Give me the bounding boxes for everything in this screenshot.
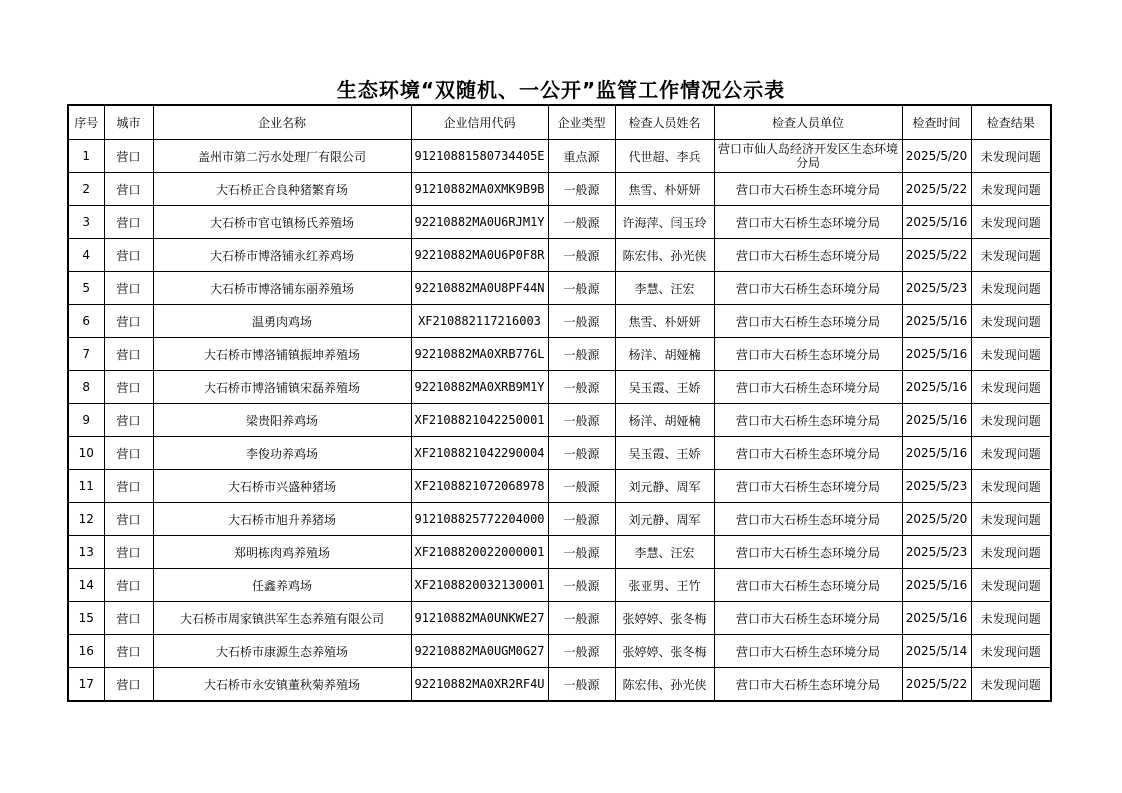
table-row [68, 569, 1051, 602]
cell-inspectors: 焦雪、朴妍妍 [615, 305, 714, 338]
cell-inspection-result: 未发现问题 [971, 602, 1051, 635]
page-title: 生态环境“双随机、一公开”监管工作情况公示表 [336, 78, 786, 102]
cell-inspection-result: 未发现问题 [971, 239, 1051, 272]
cell-city: 营口 [104, 437, 153, 470]
cell-inspection-date: 2025/5/22 [902, 173, 971, 206]
cell-no: 6 [68, 305, 104, 338]
cell-no: 13 [68, 536, 104, 569]
cell-credit-code: XF2108821072068978 [411, 470, 548, 503]
cell-inspectors: 张婷婷、张冬梅 [615, 635, 714, 668]
table-row [68, 404, 1051, 437]
cell-city: 营口 [104, 536, 153, 569]
cell-inspectors: 杨洋、胡娅楠 [615, 404, 714, 437]
table-body [68, 140, 1051, 702]
header-inspection-date: 检查时间 [902, 105, 971, 140]
cell-inspection-date: 2025/5/23 [902, 536, 971, 569]
cell-company-type: 一般源 [548, 668, 615, 702]
cell-company-type: 一般源 [548, 635, 615, 668]
cell-credit-code: 92210882MA0XRB776L [411, 338, 548, 371]
cell-credit-code: 92210882MA0XR2RF4U [411, 668, 548, 702]
table-row [68, 206, 1051, 239]
cell-credit-code: 92210882MA0U6RJM1Y [411, 206, 548, 239]
cell-company-type: 一般源 [548, 536, 615, 569]
cell-city: 营口 [104, 635, 153, 668]
cell-no: 9 [68, 404, 104, 437]
table-row [68, 140, 1051, 173]
cell-city: 营口 [104, 338, 153, 371]
cell-inspection-date: 2025/5/16 [902, 305, 971, 338]
table-row [68, 371, 1051, 404]
cell-company-name: 任鑫养鸡场 [153, 569, 411, 602]
table-row [68, 239, 1051, 272]
cell-company-name: 大石桥市博洛铺镇振坤养殖场 [153, 338, 411, 371]
cell-company-type: 一般源 [548, 404, 615, 437]
cell-no: 11 [68, 470, 104, 503]
header-inspector-unit: 检查人员单位 [714, 105, 902, 140]
cell-company-name: 盖州市第二污水处理厂有限公司 [153, 140, 411, 173]
cell-inspectors: 张婷婷、张冬梅 [615, 602, 714, 635]
header-inspection-result: 检查结果 [971, 105, 1051, 140]
table-row [68, 272, 1051, 305]
cell-inspection-result: 未发现问题 [971, 272, 1051, 305]
cell-inspectors: 陈宏伟、孙光侠 [615, 668, 714, 702]
cell-company-type: 重点源 [548, 140, 615, 173]
cell-city: 营口 [104, 140, 153, 173]
table-row [68, 536, 1051, 569]
cell-inspection-result: 未发现问题 [971, 470, 1051, 503]
cell-inspection-result: 未发现问题 [971, 173, 1051, 206]
cell-credit-code: 912108825772204000 [411, 503, 548, 536]
cell-inspection-result: 未发现问题 [971, 338, 1051, 371]
cell-inspectors: 刘元静、周军 [615, 503, 714, 536]
cell-company-type: 一般源 [548, 239, 615, 272]
cell-inspector-unit: 营口市大石桥生态环境分局 [714, 602, 902, 635]
cell-inspection-result: 未发现问题 [971, 536, 1051, 569]
cell-inspection-date: 2025/5/16 [902, 338, 971, 371]
cell-no: 2 [68, 173, 104, 206]
cell-inspectors: 张亚男、王竹 [615, 569, 714, 602]
cell-company-name: 李俊功养鸡场 [153, 437, 411, 470]
cell-no: 10 [68, 437, 104, 470]
cell-inspector-unit: 营口市大石桥生态环境分局 [714, 239, 902, 272]
cell-no: 17 [68, 668, 104, 702]
cell-company-name: 梁贵阳养鸡场 [153, 404, 411, 437]
cell-credit-code: 92210882MA0UGM0G27 [411, 635, 548, 668]
table-row [68, 437, 1051, 470]
cell-inspector-unit: 营口市大石桥生态环境分局 [714, 305, 902, 338]
cell-company-name: 郑明栋肉鸡养殖场 [153, 536, 411, 569]
cell-inspector-unit: 营口市大石桥生态环境分局 [714, 371, 902, 404]
cell-company-type: 一般源 [548, 470, 615, 503]
cell-city: 营口 [104, 272, 153, 305]
cell-credit-code: 92210882MA0XRB9M1Y [411, 371, 548, 404]
cell-inspection-date: 2025/5/16 [902, 206, 971, 239]
cell-city: 营口 [104, 173, 153, 206]
inspection-table [67, 104, 1052, 702]
cell-credit-code: XF2108821042290004 [411, 437, 548, 470]
cell-inspection-date: 2025/5/14 [902, 635, 971, 668]
cell-inspection-result: 未发现问题 [971, 503, 1051, 536]
cell-company-name: 大石桥市周家镇洪军生态养殖有限公司 [153, 602, 411, 635]
cell-inspectors: 李慧、汪宏 [615, 536, 714, 569]
cell-inspectors: 陈宏伟、孙光侠 [615, 239, 714, 272]
cell-company-name: 大石桥市永安镇董秋菊养殖场 [153, 668, 411, 702]
cell-city: 营口 [104, 206, 153, 239]
cell-inspectors: 吴玉霞、王娇 [615, 371, 714, 404]
cell-inspectors: 代世超、李兵 [615, 140, 714, 173]
cell-inspection-result: 未发现问题 [971, 305, 1051, 338]
cell-inspectors: 李慧、汪宏 [615, 272, 714, 305]
cell-company-name: 大石桥市官屯镇杨氏养殖场 [153, 206, 411, 239]
cell-inspector-unit: 营口市大石桥生态环境分局 [714, 635, 902, 668]
cell-no: 8 [68, 371, 104, 404]
cell-inspectors: 吴玉霞、王娇 [615, 437, 714, 470]
cell-city: 营口 [104, 305, 153, 338]
cell-company-name: 大石桥市博洛铺永红养鸡场 [153, 239, 411, 272]
table-row [68, 503, 1051, 536]
cell-city: 营口 [104, 239, 153, 272]
cell-inspector-unit: 营口市仙人岛经济开发区生态环境分局 [714, 140, 902, 173]
cell-inspection-result: 未发现问题 [971, 140, 1051, 173]
cell-inspection-date: 2025/5/16 [902, 404, 971, 437]
cell-inspectors: 刘元静、周军 [615, 470, 714, 503]
cell-credit-code: XF2108821042250001 [411, 404, 548, 437]
cell-company-name: 大石桥市博洛铺东丽养殖场 [153, 272, 411, 305]
cell-no: 3 [68, 206, 104, 239]
cell-city: 营口 [104, 470, 153, 503]
table-row [68, 470, 1051, 503]
cell-inspection-date: 2025/5/20 [902, 503, 971, 536]
cell-credit-code: 92210882MA0U6P0F8R [411, 239, 548, 272]
cell-company-type: 一般源 [548, 173, 615, 206]
cell-inspectors: 许海萍、闫玉玲 [615, 206, 714, 239]
cell-no: 14 [68, 569, 104, 602]
cell-company-type: 一般源 [548, 569, 615, 602]
cell-inspector-unit: 营口市大石桥生态环境分局 [714, 536, 902, 569]
cell-inspection-result: 未发现问题 [971, 569, 1051, 602]
cell-inspection-result: 未发现问题 [971, 404, 1051, 437]
cell-inspection-result: 未发现问题 [971, 206, 1051, 239]
cell-company-type: 一般源 [548, 338, 615, 371]
cell-company-type: 一般源 [548, 602, 615, 635]
cell-inspection-result: 未发现问题 [971, 668, 1051, 702]
header-credit-code: 企业信用代码 [411, 105, 548, 140]
cell-inspection-date: 2025/5/22 [902, 668, 971, 702]
cell-inspection-result: 未发现问题 [971, 371, 1051, 404]
cell-city: 营口 [104, 404, 153, 437]
header-inspectors: 检查人员姓名 [615, 105, 714, 140]
cell-company-type: 一般源 [548, 437, 615, 470]
cell-inspection-date: 2025/5/23 [902, 470, 971, 503]
table-row [68, 668, 1051, 702]
cell-company-name: 大石桥市康源生态养殖场 [153, 635, 411, 668]
cell-city: 营口 [104, 668, 153, 702]
cell-company-name: 大石桥市博洛铺镇宋磊养殖场 [153, 371, 411, 404]
cell-city: 营口 [104, 569, 153, 602]
cell-inspection-date: 2025/5/23 [902, 272, 971, 305]
cell-no: 7 [68, 338, 104, 371]
cell-inspection-result: 未发现问题 [971, 635, 1051, 668]
cell-no: 1 [68, 140, 104, 173]
cell-inspector-unit: 营口市大石桥生态环境分局 [714, 173, 902, 206]
cell-inspector-unit: 营口市大石桥生态环境分局 [714, 272, 902, 305]
cell-credit-code: 91210882MA0UNKWE27 [411, 602, 548, 635]
table-row [68, 173, 1051, 206]
header-row [68, 105, 1051, 140]
cell-inspector-unit: 营口市大石桥生态环境分局 [714, 206, 902, 239]
cell-company-name: 大石桥市兴盛种猪场 [153, 470, 411, 503]
cell-company-name: 大石桥正合良种猪繁育场 [153, 173, 411, 206]
cell-inspector-unit: 营口市大石桥生态环境分局 [714, 470, 902, 503]
cell-company-name: 大石桥市旭升养猪场 [153, 503, 411, 536]
cell-inspection-date: 2025/5/16 [902, 371, 971, 404]
cell-city: 营口 [104, 602, 153, 635]
cell-credit-code: 91210882MA0XMK9B9B [411, 173, 548, 206]
table-row [68, 635, 1051, 668]
cell-inspection-date: 2025/5/22 [902, 239, 971, 272]
cell-inspector-unit: 营口市大石桥生态环境分局 [714, 668, 902, 702]
cell-no: 12 [68, 503, 104, 536]
cell-credit-code: 91210881580734405E [411, 140, 548, 173]
cell-no: 5 [68, 272, 104, 305]
cell-inspector-unit: 营口市大石桥生态环境分局 [714, 338, 902, 371]
cell-inspection-date: 2025/5/16 [902, 569, 971, 602]
cell-credit-code: 92210882MA0U8PF44N [411, 272, 548, 305]
cell-city: 营口 [104, 503, 153, 536]
cell-inspector-unit: 营口市大石桥生态环境分局 [714, 569, 902, 602]
cell-company-type: 一般源 [548, 371, 615, 404]
cell-inspection-date: 2025/5/16 [902, 602, 971, 635]
header-no: 序号 [68, 105, 104, 140]
cell-credit-code: XF210882117216003 [411, 305, 548, 338]
table-row [68, 338, 1051, 371]
cell-inspection-date: 2025/5/20 [902, 140, 971, 173]
cell-inspector-unit: 营口市大石桥生态环境分局 [714, 437, 902, 470]
cell-inspection-result: 未发现问题 [971, 437, 1051, 470]
cell-inspector-unit: 营口市大石桥生态环境分局 [714, 503, 902, 536]
table-row [68, 602, 1051, 635]
cell-inspectors: 焦雪、朴妍妍 [615, 173, 714, 206]
cell-city: 营口 [104, 371, 153, 404]
header-city: 城市 [104, 105, 153, 140]
cell-credit-code: XF2108820032130001 [411, 569, 548, 602]
cell-inspector-unit: 营口市大石桥生态环境分局 [714, 404, 902, 437]
table-row [68, 305, 1051, 338]
cell-company-type: 一般源 [548, 272, 615, 305]
cell-no: 16 [68, 635, 104, 668]
cell-company-type: 一般源 [548, 206, 615, 239]
cell-no: 15 [68, 602, 104, 635]
cell-company-name: 温勇肉鸡场 [153, 305, 411, 338]
cell-inspectors: 杨洋、胡娅楠 [615, 338, 714, 371]
cell-credit-code: XF2108820022000001 [411, 536, 548, 569]
cell-company-type: 一般源 [548, 503, 615, 536]
header-company-name: 企业名称 [153, 105, 411, 140]
cell-no: 4 [68, 239, 104, 272]
header-company-type: 企业类型 [548, 105, 615, 140]
cell-inspection-date: 2025/5/16 [902, 437, 971, 470]
cell-company-type: 一般源 [548, 305, 615, 338]
